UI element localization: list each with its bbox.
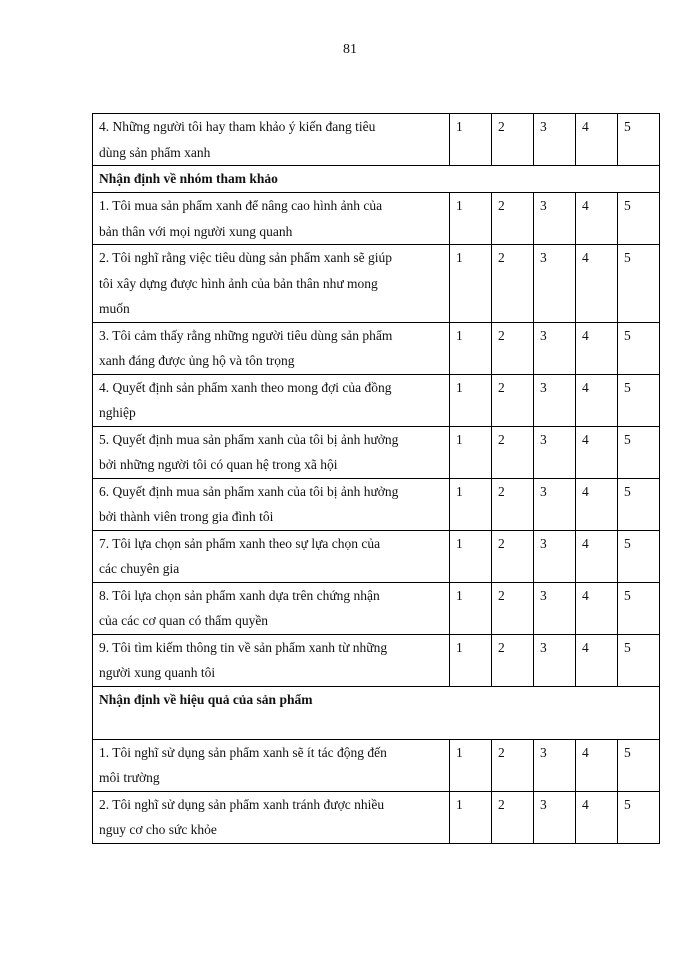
score-option-1: 1: [450, 634, 492, 686]
score-option-2: 2: [492, 245, 534, 323]
table-row: [93, 791, 660, 843]
statement-cell: [93, 245, 450, 323]
score-option-3: 3: [534, 193, 576, 245]
section-header: Nhận định về hiệu quả của sản phẩm: [93, 686, 660, 739]
statement-cell: [93, 478, 450, 530]
score-option-2: 2: [492, 791, 534, 843]
statement-line: 8. Tôi lựa chọn sản phẩm xanh dựa trên chứng nhận: [99, 587, 380, 603]
score-option-1: 1: [450, 582, 492, 634]
score-option-3: 3: [534, 634, 576, 686]
section-header-row: [93, 166, 660, 193]
statement-line: 5. Quyết định mua sản phẩm xanh của tôi bị ảnh hưởng: [99, 431, 399, 447]
statement-line: 1. Tôi mua sản phẩm xanh để nâng cao hình ảnh của: [99, 198, 383, 213]
score-option-2: 2: [492, 634, 534, 686]
table-row: [93, 634, 660, 686]
score-option-2: 2: [492, 193, 534, 245]
score-option-5: 5: [618, 634, 660, 686]
score-option-1: 1: [450, 739, 492, 791]
statement-cell: [93, 322, 450, 374]
statement-cell: [93, 791, 450, 843]
statement-cell: [93, 582, 450, 634]
table-row: [93, 530, 660, 582]
score-option-4: 4: [576, 114, 618, 166]
score-option-1: 1: [450, 322, 492, 374]
score-option-5: 5: [618, 114, 660, 166]
table-row: [93, 374, 660, 426]
score-option-4: 4: [576, 245, 618, 323]
table-row: [93, 739, 660, 791]
statement-line: dùng sản phẩm xanh: [99, 144, 211, 160]
score-option-3: 3: [534, 426, 576, 478]
score-option-4: 4: [576, 791, 618, 843]
statement-cell: [93, 634, 450, 686]
score-option-1: 1: [450, 426, 492, 478]
score-option-3: 3: [534, 739, 576, 791]
score-option-3: 3: [534, 530, 576, 582]
statement-line: bởi thành viên trong gia đình tôi: [99, 509, 274, 524]
statement-cell: [93, 114, 450, 166]
score-option-3: 3: [534, 114, 576, 166]
score-option-2: 2: [492, 582, 534, 634]
statement-line: 9. Tôi tìm kiếm thông tin về sản phẩm xanh từ những: [99, 639, 388, 655]
statement-line: các chuyên gia: [99, 561, 180, 576]
score-option-2: 2: [492, 114, 534, 166]
score-option-5: 5: [618, 245, 660, 323]
statement-line: muốn: [99, 301, 130, 316]
statement-line: nghiệp: [99, 405, 136, 420]
table-row: [93, 478, 660, 530]
score-option-1: 1: [450, 530, 492, 582]
score-option-5: 5: [618, 193, 660, 245]
score-option-5: 5: [618, 374, 660, 426]
table-row: [93, 322, 660, 374]
score-option-4: 4: [576, 582, 618, 634]
statement-line: 2. Tôi nghĩ sử dụng sản phẩm xanh tránh được nhiều: [99, 796, 385, 812]
score-option-2: 2: [492, 322, 534, 374]
section-header: Nhận định về nhóm tham khảo: [93, 166, 660, 193]
score-option-1: 1: [450, 478, 492, 530]
score-option-4: 4: [576, 374, 618, 426]
score-option-5: 5: [618, 426, 660, 478]
statement-line: 2. Tôi nghĩ rằng việc tiêu dùng sản phẩm xanh sẽ giúp: [99, 250, 392, 265]
score-option-5: 5: [618, 739, 660, 791]
score-option-5: 5: [618, 530, 660, 582]
statement-line: bởi những người tôi có quan hệ trong xã hội: [99, 457, 338, 472]
score-option-3: 3: [534, 478, 576, 530]
score-option-4: 4: [576, 426, 618, 478]
table-row: [93, 193, 660, 245]
statement-line: 6. Quyết định mua sản phẩm xanh của tôi bị ảnh hưởng: [99, 483, 399, 499]
score-option-3: 3: [534, 791, 576, 843]
score-option-1: 1: [450, 114, 492, 166]
table-row: [93, 582, 660, 634]
score-option-2: 2: [492, 478, 534, 530]
statement-line: xanh đáng được ủng hộ và tôn trọng: [99, 353, 295, 368]
table-row: [93, 114, 660, 166]
score-option-4: 4: [576, 530, 618, 582]
statement-line: tôi xây dựng được hình ảnh của bản thân như mong: [99, 275, 378, 291]
statement-cell: [93, 739, 450, 791]
survey-table-body: [93, 114, 660, 844]
score-option-2: 2: [492, 530, 534, 582]
statement-cell: [93, 193, 450, 245]
score-option-5: 5: [618, 322, 660, 374]
statement-line: 4. Những người tôi hay tham khảo ý kiến đang tiêu: [99, 119, 376, 134]
statement-line: bản thân với mọi người xung quanh: [99, 223, 293, 239]
statement-cell: [93, 426, 450, 478]
statement-line: 4. Quyết định sản phẩm xanh theo mong đợi của đồng: [99, 379, 392, 395]
statement-cell: [93, 374, 450, 426]
score-option-4: 4: [576, 322, 618, 374]
survey-table: [92, 113, 660, 844]
score-option-1: 1: [450, 791, 492, 843]
statement-line: 1. Tôi nghĩ sử dụng sản phẩm xanh sẽ ít tác động đến: [99, 744, 387, 760]
score-option-4: 4: [576, 739, 618, 791]
statement-cell: [93, 530, 450, 582]
score-option-1: 1: [450, 374, 492, 426]
page-number: 81: [343, 42, 357, 57]
score-option-1: 1: [450, 193, 492, 245]
statement-line: người xung quanh tôi: [99, 665, 216, 680]
statement-line: 7. Tôi lựa chọn sản phẩm xanh theo sự lựa chọn của: [99, 535, 381, 551]
statement-line: môi trường: [99, 770, 160, 785]
statement-line: của các cơ quan có thẩm quyền: [99, 613, 269, 628]
score-option-5: 5: [618, 582, 660, 634]
statement-line: nguy cơ cho sức khỏe: [99, 822, 217, 837]
score-option-3: 3: [534, 322, 576, 374]
table-row: [93, 245, 660, 323]
statement-line: 3. Tôi cảm thấy rằng những người tiêu dùng sản phẩm: [99, 327, 393, 343]
score-option-5: 5: [618, 791, 660, 843]
score-option-4: 4: [576, 193, 618, 245]
score-option-5: 5: [618, 478, 660, 530]
score-option-4: 4: [576, 634, 618, 686]
score-option-4: 4: [576, 478, 618, 530]
section-header-row: [93, 686, 660, 739]
score-option-2: 2: [492, 374, 534, 426]
score-option-1: 1: [450, 245, 492, 323]
score-option-2: 2: [492, 739, 534, 791]
score-option-2: 2: [492, 426, 534, 478]
score-option-3: 3: [534, 374, 576, 426]
score-option-3: 3: [534, 245, 576, 323]
table-row: [93, 426, 660, 478]
score-option-3: 3: [534, 582, 576, 634]
